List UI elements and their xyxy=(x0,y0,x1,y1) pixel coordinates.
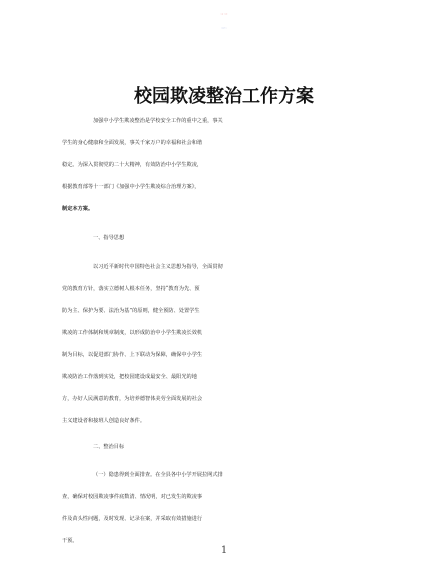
body-line: 欺凌防治工作落到实处，把校园建设成最安全、最阳光的地 xyxy=(62,374,197,380)
body-line: 党的教育方针，落实立德树人根本任务，坚持“教育为先、预 xyxy=(62,286,200,292)
body-line: 稳定。为深入贯彻党的二十大精神，有效防治中小学生欺凌， xyxy=(62,162,203,168)
body-line: 方，办好人民满意的教育，为培养德智体美劳全面发展的社会 xyxy=(62,396,203,402)
body-line: 制为目标，以促进部门协作、上下联动为保障，确保中小学生 xyxy=(62,352,203,358)
body-line: 干预。 xyxy=(62,538,78,544)
body-line: 制定本方案。 xyxy=(62,206,94,212)
body-line: （一）隐患得到全面排查。在全县各中小学开展拉网式排 xyxy=(93,472,223,478)
body-line: 查，确保对校园欺凌事件底数清、情况明，对已发生的欺凌事 xyxy=(62,494,203,500)
body-line: 欺凌的工作体制和规章制度，以形成防治中小学生欺凌长效机 xyxy=(62,330,203,336)
body-line: 主义建设者和接班人创造良好条件。 xyxy=(62,418,146,424)
body-line: 件及苗头性问题，及时发现、记录在案，并采取有效措施进行 xyxy=(62,516,203,522)
body-line: 加强中小学生欺凌整治是学校安全工作的重中之重，事关 xyxy=(93,118,223,124)
body-line: 以习近平新时代中国特色社会主义思想为指导，全面贯彻 xyxy=(93,264,223,270)
section-heading: 二、整治目标 xyxy=(93,444,125,450)
body-line: 防为主、保护为要、法治为基”的原则，健全预防、处置学生 xyxy=(62,308,200,314)
body-line: 学生的身心健康和全面发展，事关千家万户的幸福和社会和谐 xyxy=(62,140,203,146)
document-title: 校园欺凌整治工作方案 xyxy=(134,86,314,107)
body-line: 根据教育部等十一部门《加强中小学生欺凌综合治理方案》， xyxy=(62,184,200,190)
section-heading: 一、指导思想 xyxy=(93,235,125,241)
page-number: 1 xyxy=(220,545,228,556)
